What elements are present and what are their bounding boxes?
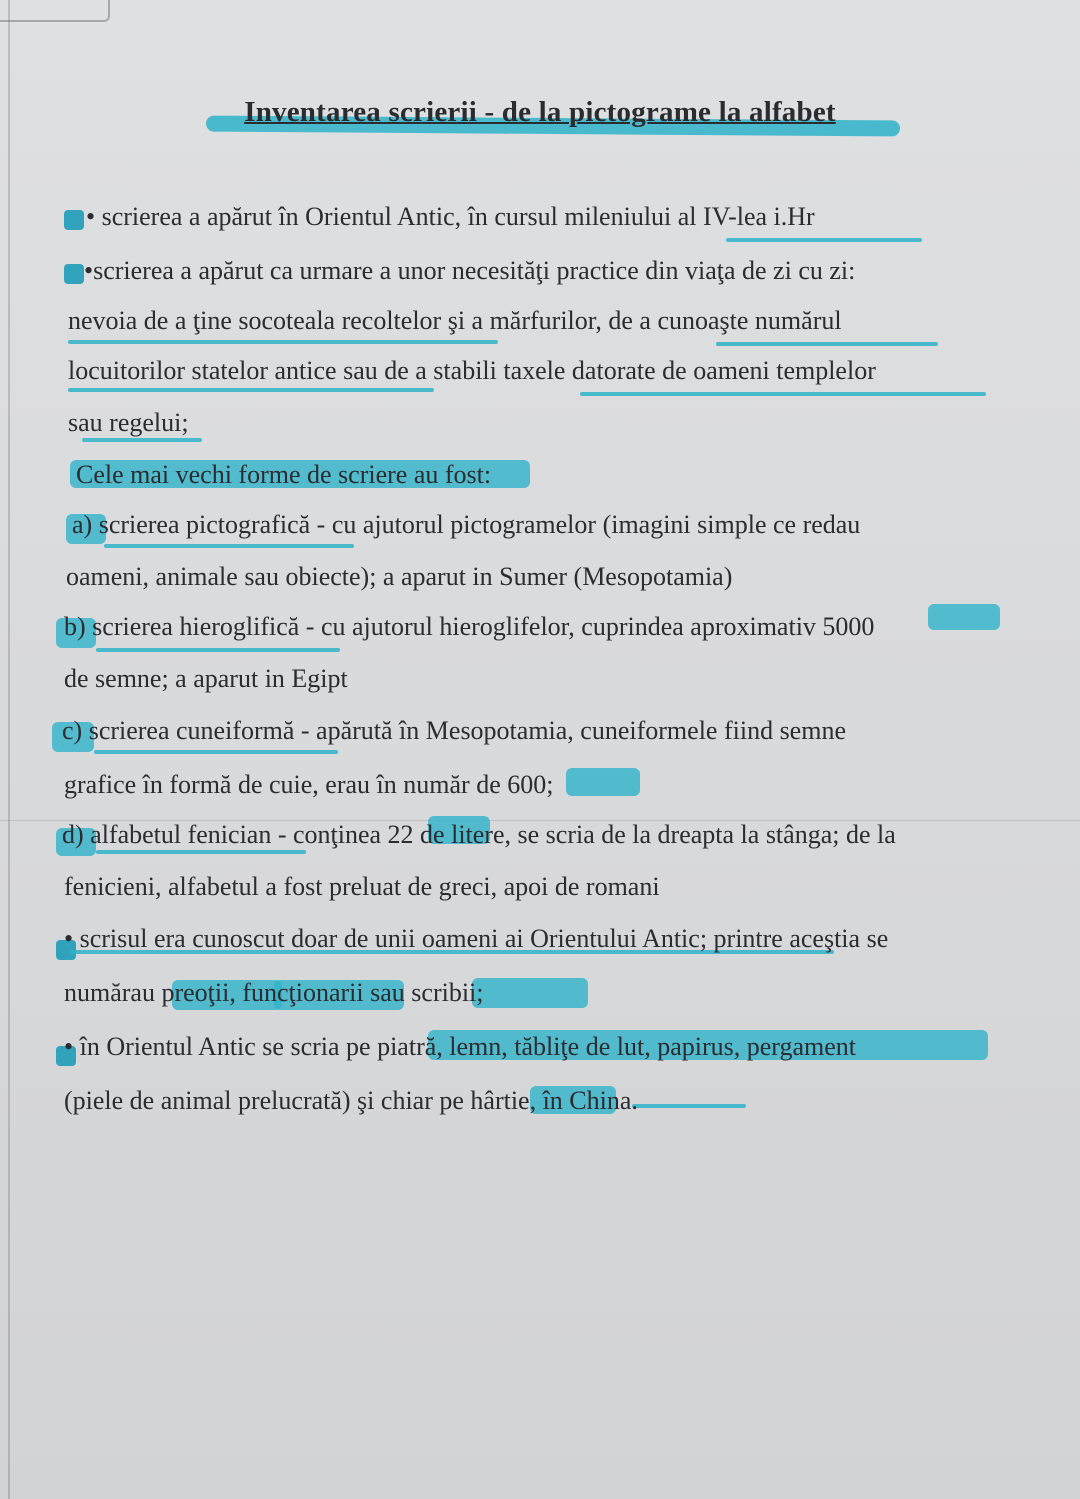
text-line: oameni, animale sau obiecte); a aparut in Sumer (Mesopotamia) xyxy=(66,562,733,591)
text-line: de semne; a aparut in Egipt xyxy=(64,664,348,693)
text-line: numărau preoţii, funcţionarii sau scribii; xyxy=(64,978,484,1007)
text-line: • scrierea a apărut în Orientul Antic, în cursul mileniului al IV-lea i.Hr xyxy=(86,202,815,231)
text-line: (piele de animal prelucrată) şi chiar pe hârtie, în China. xyxy=(64,1086,638,1115)
text-line: • în Orientul Antic se scria pe piatră, lemn, tăbliţe de lut, papirus, pergament xyxy=(64,1032,857,1061)
text-line: fenicieni, alfabetul a fost preluat de greci, apoi de romani xyxy=(64,872,660,901)
text-line: •scrierea a apărut ca urmare a unor necesităţi practice din viaţa de zi cu zi: xyxy=(84,256,856,285)
list-item: d) alfabetul fenician - conţinea 22 de litere, se scria de la dreapta la stânga; de la xyxy=(62,820,896,849)
list-item: c) scrierea cuneiformă - apărută în Mesopotamia, cuneiformele fiind semne xyxy=(62,716,846,745)
underline-highlight xyxy=(580,392,986,396)
text-line: • scrisul era cunoscut doar de unii oameni ai Orientului Antic; printre aceştia se xyxy=(64,924,889,953)
page-corner-mark xyxy=(0,0,110,22)
text-line: locuitorilor statelor antice sau de a stabili taxele datorate de oameni templelor xyxy=(68,356,876,385)
section-heading: Cele mai vechi forme de scriere au fost: xyxy=(76,460,492,489)
text-line: grafice în formă de cuie, erau în număr de 600; xyxy=(64,770,554,799)
page-title: Inventarea scrierii - de la pictograme la alfabet xyxy=(244,96,836,128)
text-line: nevoia de a ţine socoteala recoltelor şi a mărfurilor, de a cunoaşte numărul xyxy=(68,306,842,335)
underline-highlight xyxy=(716,342,938,346)
underline-highlight xyxy=(96,648,340,652)
list-item: b) scrierea hieroglifică - cu ajutorul hieroglifelor, cuprindea aproximativ 5000 xyxy=(64,612,875,641)
underline-highlight xyxy=(726,238,922,242)
list-item: a) scrierea pictografică - cu ajutorul pictogramelor (imagini simple ce redau xyxy=(72,510,861,539)
text-line: sau regelui; xyxy=(68,408,189,437)
